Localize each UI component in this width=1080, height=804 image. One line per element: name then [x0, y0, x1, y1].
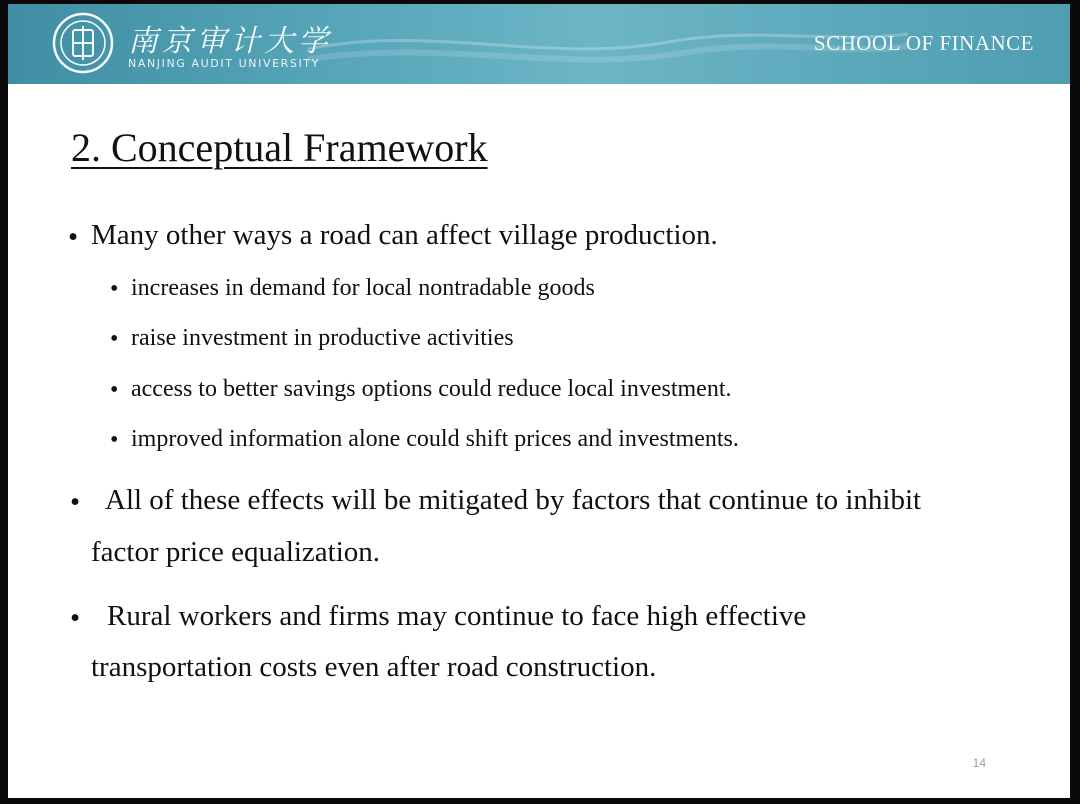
bullet-2-line-2: factor price equalization.	[91, 536, 381, 568]
page-number: 14	[972, 756, 986, 770]
sub-bullet-3-text: access to better savings options could reduce local investment.	[131, 376, 732, 402]
sub-bullet-dot: •	[110, 377, 119, 403]
bullet-1-text: Many other ways a road can affect village production.	[91, 219, 718, 251]
bullet-3-line-1: Rural workers and firms may continue to face high effective	[107, 600, 807, 632]
school-name: SCHOOL OF FINANCE	[813, 31, 1034, 55]
bullet-dot: •	[70, 486, 81, 518]
slide-title: 2. Conceptual Framework	[71, 125, 488, 170]
sub-bullet-dot: •	[110, 427, 119, 453]
bullet-2-line-1: All of these effects will be mitigated by factors that continue to inhibit	[105, 484, 922, 516]
sub-bullet-2-text: raise investment in productive activities	[131, 325, 514, 351]
sub-bullet-1-text: increases in demand for local nontradable goods	[131, 275, 595, 301]
sub-bullet-dot: •	[110, 326, 119, 352]
bullet-dot: •	[68, 221, 79, 253]
university-seal-icon	[52, 12, 114, 74]
bullet-3-line-2: transportation costs even after road construction.	[91, 651, 657, 683]
university-name-english: NANJING AUDIT UNIVERSITY	[128, 57, 320, 70]
sub-bullet-4-text: improved information alone could shift prices and investments.	[131, 426, 739, 452]
bullet-dot: •	[70, 602, 81, 634]
sub-bullet-dot: •	[110, 276, 119, 302]
slide	[8, 4, 1070, 798]
university-name-chinese: 南京审计大学	[128, 24, 332, 59]
slide-header-bar	[8, 4, 1070, 84]
